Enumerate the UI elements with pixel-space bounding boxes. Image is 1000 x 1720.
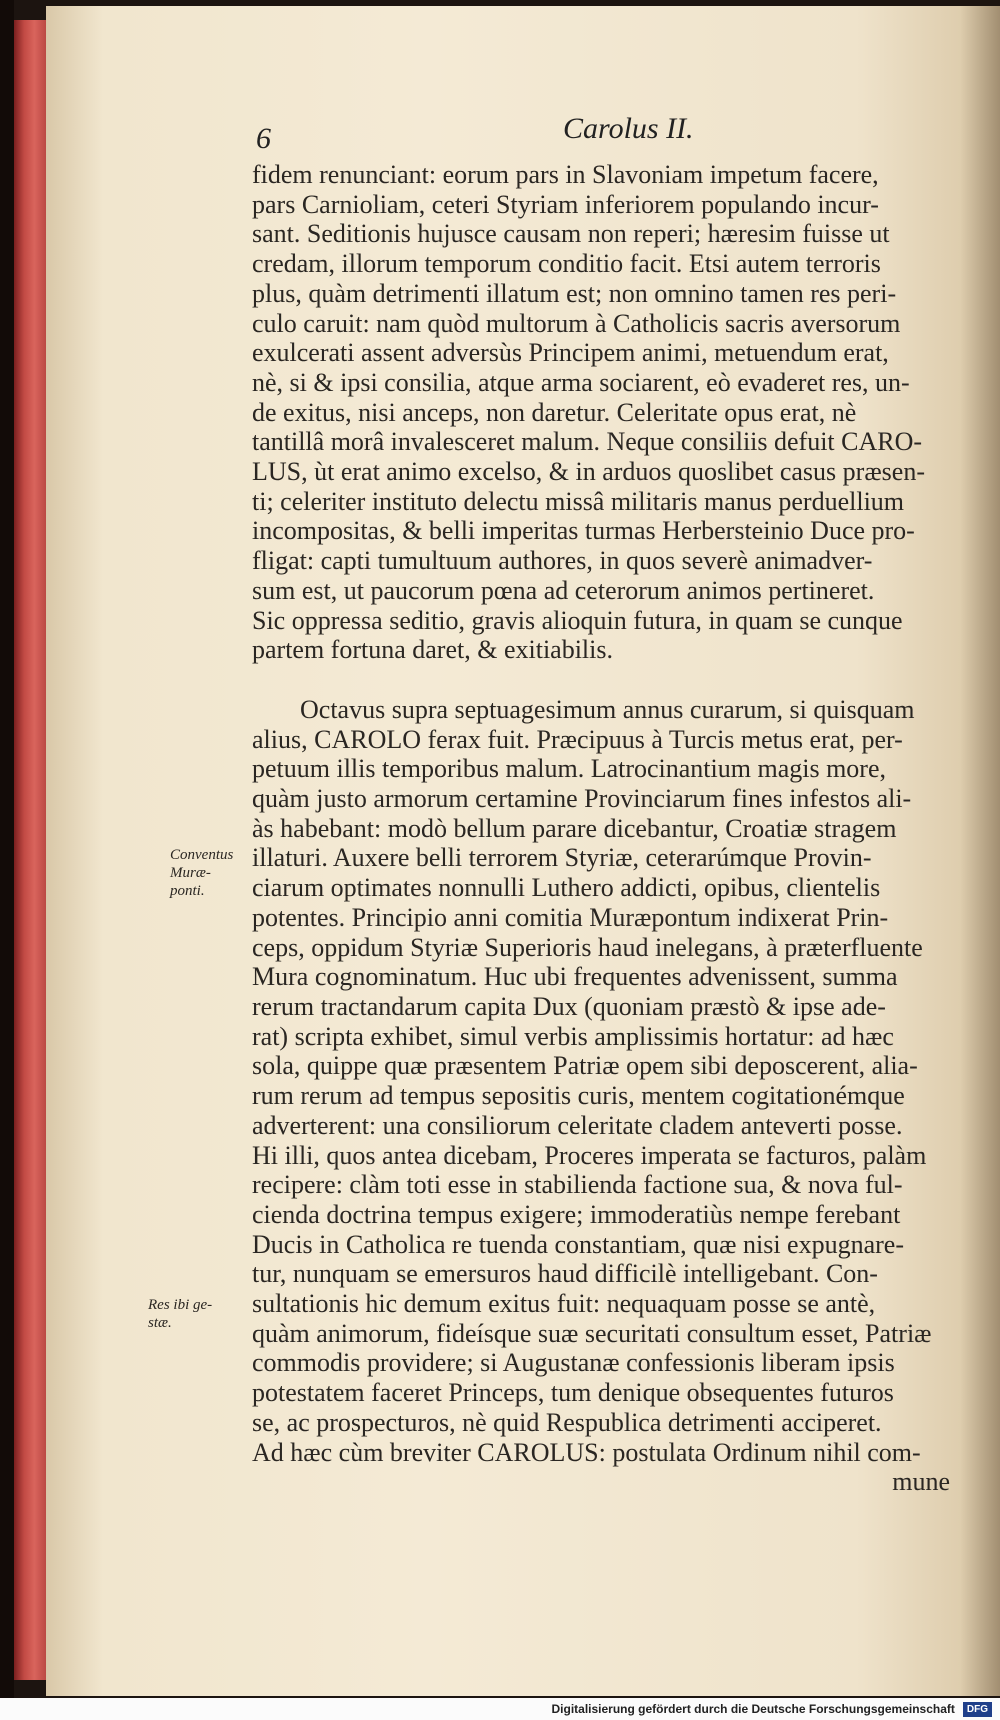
text-line: Octavus supra septuagesimum annus curarum, si quisquam — [300, 694, 915, 724]
text-line: rum rerum ad tempus sepositis curis, mentem cogitationémque — [252, 1081, 905, 1111]
text-line: LUS, ùt erat animo excelso, & in arduos quoslibet casus præsen- — [252, 457, 925, 487]
text-line: quàm animorum, fideísque suæ securitati consultum esset, Patriæ — [252, 1318, 932, 1348]
text-line: commodis providere; si Augustanæ confessionis liberam ipsis — [252, 1348, 895, 1378]
text-line: Hi illi, quos antea dicebam, Proceres imperata se facturos, palàm — [252, 1140, 927, 1170]
dfg-logo: DFG — [963, 1702, 992, 1717]
paragraph-2 — [252, 695, 972, 725]
text-line: de exitus, nisi anceps, non daretur. Celeritate opus erat, nè — [252, 397, 857, 427]
text-line: incompositas, & belli imperitas turmas Herbersteinio Duce pro- — [252, 516, 915, 546]
text-line: adverterent: una consiliorum celeritate cladem anteverti posse. — [252, 1110, 903, 1140]
text-line: potestatem faceret Princeps, tum denique obsequentes futuros — [252, 1378, 894, 1408]
marginal-note-line: stæ. — [148, 1315, 172, 1331]
text-line: sola, quippe quæ præsentem Patriæ opem sibi deposcerent, alia- — [252, 1051, 918, 1081]
text-line: Ad hæc cùm breviter CAROLUS: postulata Ordinum nihil com- — [252, 1437, 921, 1467]
text-line: nè, si & ipsi consilia, atque arma sociarent, eò evaderet res, un- — [252, 367, 910, 397]
catchword: mune — [892, 1467, 950, 1497]
text-line: fligat: capti tumultuum authores, in quos severè animadver- — [252, 546, 873, 576]
body-text — [252, 160, 972, 1497]
text-line: plus, quàm detrimenti illatum est; non omnino tamen res peri- — [252, 278, 897, 308]
text-line: Mura cognominatum. Huc ubi frequentes advenissent, summa — [252, 962, 898, 992]
page-number: 6 — [256, 122, 271, 155]
text-line: rat) scripta exhibet, simul verbis amplissimis hortatur: ad hæc — [252, 1021, 894, 1051]
text-line: rerum tractandarum capita Dux (quoniam præstò & ipse ade- — [252, 991, 886, 1021]
funding-notice: Digitalisierung gefördert durch die Deutsche Forschungsgemeinschaft — [551, 1702, 955, 1716]
text-line: sant. Seditionis hujusce causam non reperi; hæresim fuisse ut — [252, 219, 890, 249]
text-line: sum est, ut paucorum pœna ad ceterorum animos pertineret. — [252, 575, 875, 605]
text-line: pars Carnioliam, ceteri Styriam inferiorem populando incur- — [252, 189, 879, 219]
marginal-note-line: Muræ- — [170, 865, 211, 881]
marginal-note-res-gestae — [148, 1296, 212, 1332]
text-line: sultationis hic demum exitus fuit: nequaquam posse se antè, — [252, 1289, 876, 1319]
marginal-note-conventus — [170, 846, 233, 900]
paragraph-1 — [252, 160, 972, 665]
marginal-note-line: ponti. — [170, 883, 205, 899]
marginal-note-line: Res ibi ge- — [148, 1297, 213, 1313]
text-line: recipere: clàm toti esse in stabilienda factione sua, & nova ful- — [252, 1170, 903, 1200]
text-line: tantillâ morâ invalesceret malum. Neque consiliis defuit CARO- — [252, 427, 923, 457]
footer-bar — [0, 1698, 1000, 1720]
text-line: ceps, oppidum Styriæ Superioris haud inelegans, à præterfluente — [252, 932, 923, 962]
text-line: potentes. Principio anni comitia Muræpontum indixerat Prin- — [252, 902, 889, 932]
text-line: tur, nunquam se emersuros haud difficilè intelligebant. Con- — [252, 1259, 878, 1289]
text-line: alius, CAROLO ferax fuit. Præcipuus à Turcis metus erat, per- — [252, 724, 903, 754]
text-line: ti; celeriter instituto delectu missâ militaris manus perduellium — [252, 486, 905, 516]
text-line: illaturi. Auxere belli terrorem Styriæ, ceterarúmque Provin- — [252, 843, 872, 873]
text-line: cienda doctrina tempus exigere; immoderatiùs nempe ferebant — [252, 1199, 901, 1229]
text-line: partem fortuna daret, & exitiabilis. — [252, 635, 613, 665]
text-line: credam, illorum temporum conditio facit. Etsi autem terroris — [252, 249, 881, 279]
paragraph-gap — [252, 665, 972, 695]
text-line: Sic oppressa seditio, gravis alioquin futura, in quam se cunque — [252, 605, 903, 635]
text-line: exulcerati assent adversùs Principem animi, metuendum erat, — [252, 338, 889, 368]
marginal-note-line: Conventus — [170, 847, 234, 863]
page-edge — [14, 20, 48, 1680]
text-line: se, ac prospecturos, nè quid Respublica detrimenti acciperet. — [252, 1407, 882, 1437]
paragraph-2-rest — [252, 725, 972, 1468]
text-line: quàm justo armorum certamine Provinciarum fines infestos ali- — [252, 784, 912, 814]
text-line: petuum illis temporibus malum. Latrocinantium magis more, — [252, 754, 887, 784]
text-line: culo caruit: nam quòd multorum à Catholicis sacris aversorum — [252, 308, 901, 338]
text-line: às habebant: modò bellum parare dicebantur, Croatiæ stragem — [252, 813, 897, 843]
text-line: Ducis in Catholica re tuenda constantiam, quæ nisi expugnare- — [252, 1229, 904, 1259]
running-head: Carolus II. — [563, 112, 694, 145]
text-line: ciarum optimates nonnulli Luthero addicti, opibus, clientelis — [252, 873, 881, 903]
book-cover — [0, 0, 14, 1720]
text-line: fidem renunciant: eorum pars in Slavoniam impetum facere, — [252, 160, 879, 189]
